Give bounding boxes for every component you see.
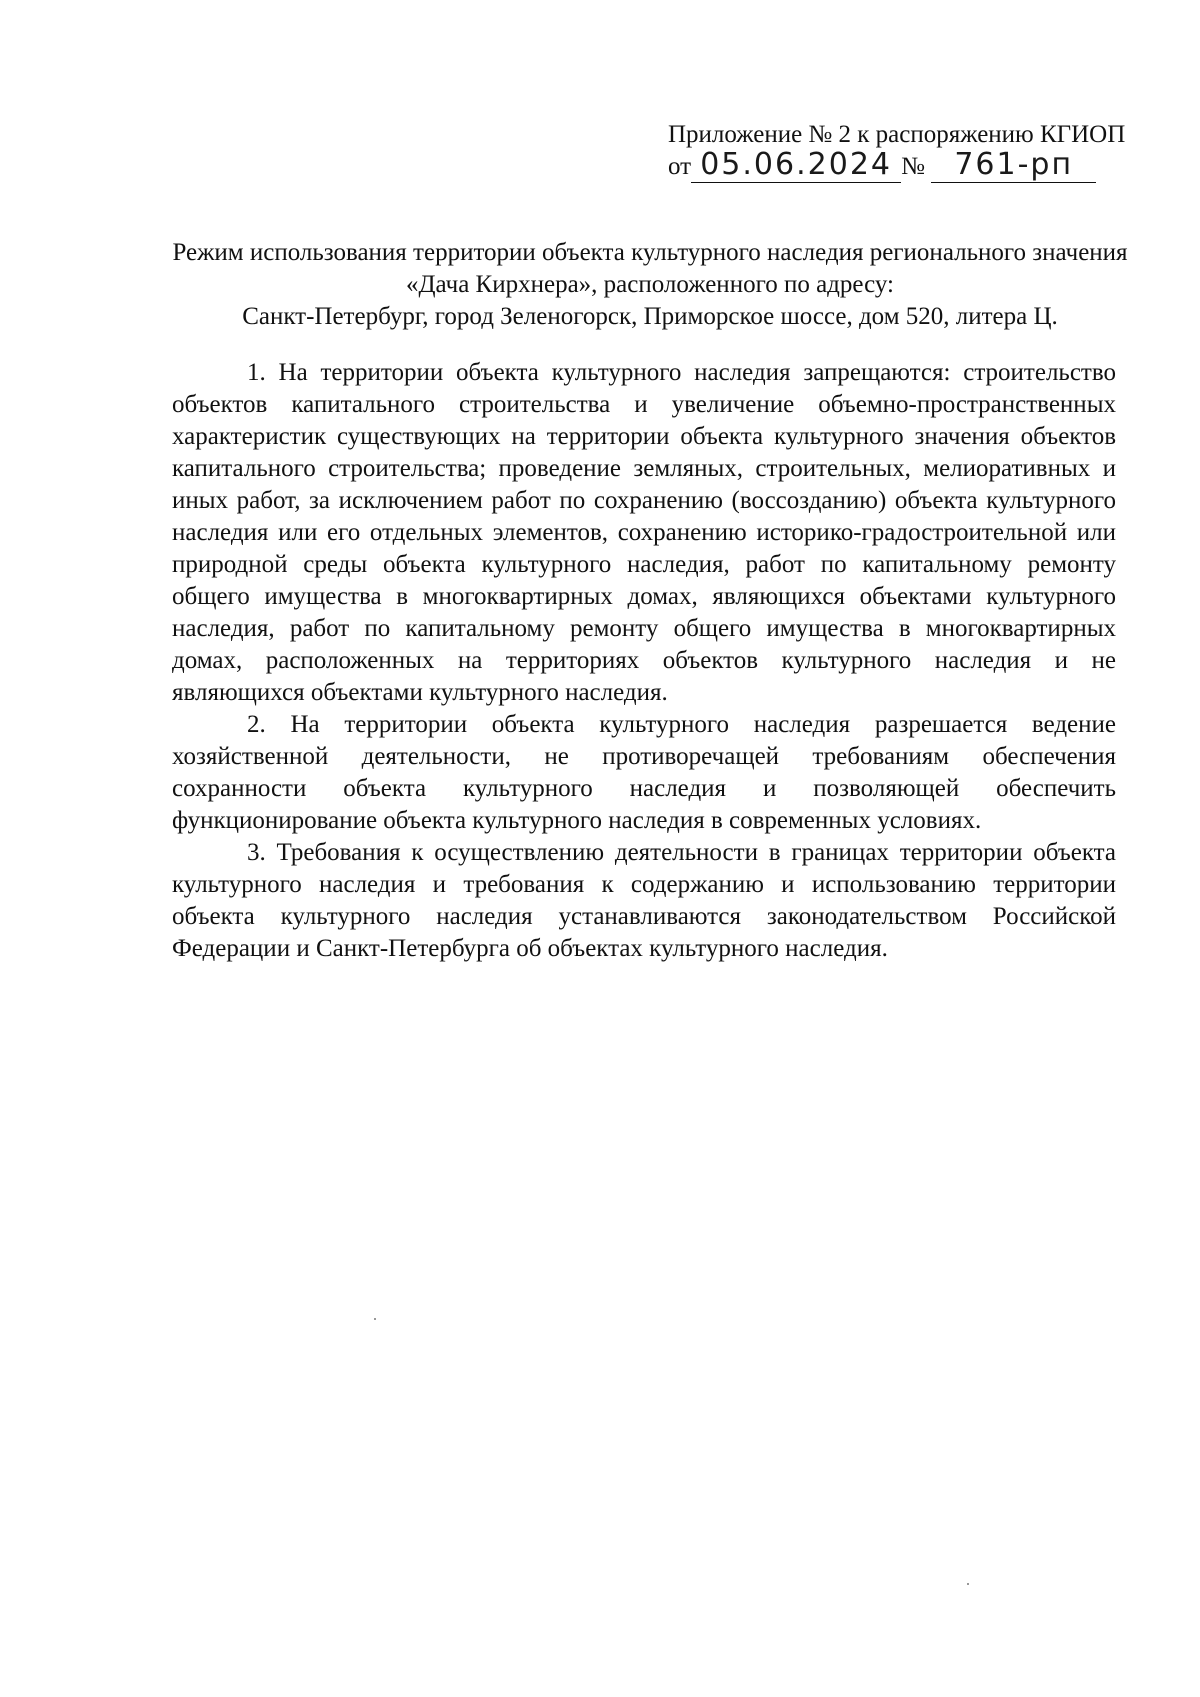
appendix-reference: Приложение № 2 к распоряжению КГИОП: [668, 121, 1126, 148]
title-line-2: «Дача Кирхнера», расположенного по адресу:: [405, 271, 894, 298]
paragraph-3: 3. Требования к осуществлению деятельности в границах территории объекта культурного наследия и требования к содержанию и использованию территории объекта культурного наследия устанавливаются законодательством Российской Федерации и Санкт-Петербурга об объектах культурного наследия.: [172, 839, 1116, 962]
scan-speck: [374, 1318, 376, 1320]
appendix-header: [668, 120, 1128, 186]
paragraph-2: 2. На территории объекта культурного наследия разрешается ведение хозяйственной деятельности, не противоречащей требованиям обеспечения сохранности объекта культурного наследия и позволяющей обеспечить функционирование объекта культурного наследия в современных условиях.: [172, 711, 1116, 834]
document-body: [172, 357, 1116, 965]
handwritten-number: 761-рп: [954, 147, 1074, 182]
handwritten-date: 05.06.2024: [700, 147, 892, 182]
document-title: [150, 237, 1150, 333]
date-field: [691, 147, 901, 183]
paragraph-1: 1. На территории объекта культурного наследия запрещаются: строительство объектов капитального строительства и увеличение объемно-пространственных характеристик существующих на территории объекта культурного значения объектов капитального строительства; проведение земляных, строительных, мелиоративных и иных работ, за исключением работ по сохранению (воссозданию) объекта культурного наследия или его отдельных элементов, сохранению историко-градостроительной или природной среды объекта культурного наследия, работ по капитальному ремонту общего имущества в многоквартирных домах, являющихся объектами культурного наследия, работ по капитальному ремонту общего имущества в многоквартирных домах, расположенных на территориях объектов культурного наследия и не являющихся объектами культурного наследия.: [172, 359, 1116, 706]
order-date-number-line: [668, 147, 1128, 186]
title-line-1: Режим использования территории объекта культурного наследия регионального значения: [172, 239, 1128, 266]
number-sign: №: [901, 153, 925, 180]
number-field: [931, 147, 1096, 183]
date-prefix: от: [668, 153, 692, 180]
title-line-3: Санкт-Петербург, город Зеленогорск, Приморское шоссе, дом 520, литера Ц.: [242, 303, 1058, 330]
scan-speck: [967, 1583, 969, 1585]
